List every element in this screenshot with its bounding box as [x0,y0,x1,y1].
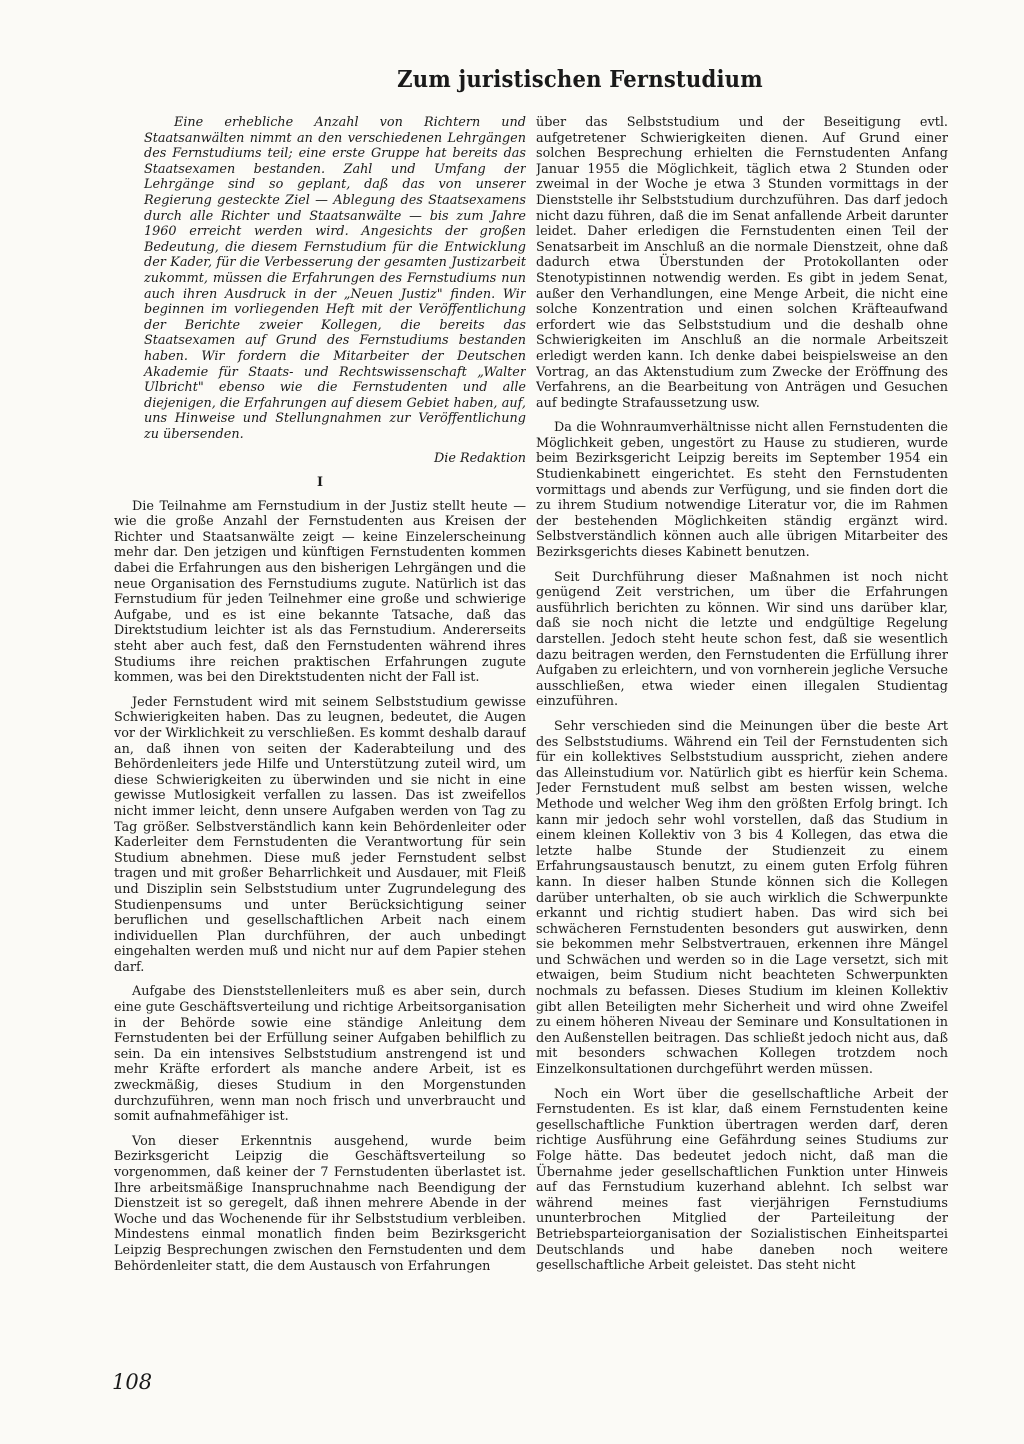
section-number: I [317,475,323,491]
paragraph: Seit Durchführung dieser Maßnahmen ist noch nicht genügend Zeit verstrichen, um über die Erfahrungen ausführlich berichten zu können. Wir sind uns darüber klar, daß sie noch nicht die letzte und endgültige Regelung darstellen. Jedoch steht heute schon fest, daß sie wesentlich dazu beitragen werden, den Fernstudenten die Erfüllung ihrer Aufgaben zu erleichtern, und von vornherein jegliche Versuche ausschließen, etwa wieder einen illegalen Studientag einzuführen. [536,569,948,710]
paragraph: Die Teilnahme am Fernstudium in der Justiz stellt heute — wie die große Anzahl der Fernstudenten aus Kreisen der Richter und Staatsanwälte zeigt — keine Einzelerscheinung mehr dar. Den jetzigen und künftigen Fernstudenten kommen dabei die Erfahrungen aus den bisherigen Lehrgängen und die neue Organisation des Fernstudiums zugute. Natürlich ist das Fernstudium für jeden Teilnehmer eine große und schwierige Aufgabe, und es ist eine bekannte Tatsache, daß das Direktstudium leichter ist als das Fernstudium. Andererseits steht aber auch fest, daß den Fernstudenten während ihres Studiums ihre reichen praktischen Erfahrungen zugute kommen, was bei den Direktstudenten nicht der Fall ist. [114,498,526,686]
paragraph: Noch ein Wort über die gesellschaftliche Arbeit der Fernstudenten. Es ist klar, daß einem Fernstudenten keine gesellschaftliche Funktion übertragen werden darf, deren richtige Ausführung eine Gefährdung seines Studiums zur Folge hätte. Das bedeutet jedoch nicht, daß man die Übernahme jeder gesellschaftlichen Funktion unter Hinweis auf das Fernstudium kuzerhand ablehnt. Ich selbst war während meines fast vierjährigen Fernstudiums ununterbrochen Mitglied der Parteileitung der Betriebsparteiorganisation der Sozialistischen Einheitspartei Deutschlands und habe daneben noch weitere gesellschaftliche Arbeit geleistet. Das steht nicht [536,1086,948,1274]
paragraph: Von dieser Erkenntnis ausgehend, wurde beim Bezirksgericht Leipzig die Geschäftsverteilung so vorgenommen, daß keiner der 7 Fernstudenten überlastet ist. Ihre arbeitsmäßige Inanspruchnahme nach Beendigung der Dienstzeit ist so geregelt, daß ihnen mehrere Abende in der Woche und das Wochenende für ihr Selbststudium verbleiben. Mindestens einmal monatlich finden beim Bezirksgericht Leipzig Besprechungen zwischen den Fernstudenten und dem Behördenleiter statt, die dem Austausch von Erfahrungen [114,1133,526,1274]
right-column [536,115,948,1370]
paragraph: Da die Wohnraumverhältnisse nicht allen Fernstudenten die Möglichkeit geben, ungestört zu Hause zu studieren, wurde beim Bezirksgericht Leipzig bereits im September 1954 ein Studienkabinett eingerichtet. Es steht den Fernstudenten vormittags und abends zur Verfügung, und sie finden dort die zu ihrem Studium notwendige Literatur vor, die im Rahmen der bestehenden Möglichkeiten ständig ergänzt wird. Selbstverständlich können auch alle übrigen Mitarbeiter des Bezirksgerichts dieses Kabinett benutzen. [536,420,948,561]
left-column [114,115,526,1370]
editorial-note: Eine erhebliche Anzahl von Richtern und Staatsanwälten nimmt an den verschiedenen Lehrgängen des Fernstudiums teil; eine erste Gruppe hat bereits das Staatsexamen bestanden. Zahl und Umfang der Lehrgänge sind so geplant, daß das von unserer Regierung gesteckte Ziel — Ablegung des Staatsexamens durch alle Richter und Staatsanwälte — bis zum Jahre 1960 erreicht werden wird. Angesichts der großen Bedeutung, die diesem Fernstudium für die Entwicklung der Kader, für die Verbesserung der gesamten Justizarbeit zukommt, müssen die Erfahrungen des Fernstudiums nun auch ihren Ausdruck in der „Neuen Justiz" finden. Wir beginnen im vorliegenden Heft mit der Veröffentlichung der Berichte zweier Kollegen, die bereits das Staatsexamen auf Grund des Fernstudiums bestanden haben. Wir fordern die Mitarbeiter der Deutschen Akademie für Staats- und Rechtswissenschaft „Walter Ulbricht" ebenso wie die Fernstudenten und alle diejenigen, die Erfahrungen auf diesem Gebiet haben, auf, uns Hinweise und Stellungnahmen zur Veröffentlichung zu übersenden. [144,115,526,442]
article-title: Zum juristischen Fernstudium [397,66,763,93]
paragraph: Sehr verschieden sind die Meinungen über die beste Art des Selbststudiums. Während ein Teil der Fernstudenten sich für ein kollektives Selbststudium ausspricht, ziehen andere das Alleinstudium vor. Natürlich gibt es hierfür kein Schema. Jeder Fernstudent muß selbst am besten wissen, welche Methode und welcher Weg ihm den größten Erfolg bringt. Ich kann mir jedoch sehr wohl vorstellen, daß das Studium in einem kleinen Kollektiv von 3 bis 4 Kollegen, das etwa die letzte halbe Stunde der Studienzeit zu einem Erfahrungsaustausch benutzt, zu einem guten Erfolg führen kann. In dieser halben Stunde können sich die Kollegen darüber unterhalten, ob sie auch wirklich die Schwerpunkte erkannt und richtig studiert haben. Das wird sich bei schwächeren Fernstudenten besonders gut auswirken, denn sie bekommen mehr Selbstvertrauen, erkennen ihre Mängel und Schwächen und werden so in die Lage versetzt, sich mit etwaigen, beim Studium nicht beachteten Schwerpunkten nochmals zu befassen. Dieses Studium im kleinen Kollektiv gibt allen Beteiligten mehr Sicherheit und wird ohne Zweifel zu einem höheren Niveau der Seminare und Konsultationen in den Außenstellen beitragen. Das schließt jedoch nicht aus, daß mit besonders schwachen Kollegen trotzdem noch Einzelkonsultationen durchgeführt werden müssen. [536,718,948,1078]
paragraph: Jeder Fernstudent wird mit seinem Selbststudium gewisse Schwierigkeiten haben. Das zu leugnen, bedeutet, die Augen vor der Wirklichkeit zu verschließen. Es kommt deshalb darauf an, daß ihnen von seiten der Kaderabteilung und des Behördenleiters jede Hilfe und Unterstützung zuteil wird, um diese Schwierigkeiten zu überwinden und sie nicht in eine gewisse Mutlosigkeit verfallen zu lassen. Das ist zweifellos nicht immer leicht, denn unsere Aufgaben werden von Tag zu Tag größer. Selbstverständlich kann kein Behördenleiter oder Kaderleiter dem Fernstudenten die Verantwortung für sein Studium abnehmen. Diese muß jeder Fernstudent selbst tragen und mit großer Beharrlichkeit und Ausdauer, mit Fleiß und Disziplin sein Selbststudium unter Zugrundelegung des Studienpensums und unter Berücksichtigung seiner beruflichen und gesellschaftlichen Arbeit nach einem individuellen Plan durchführen, der auch unbedingt eingehalten werden muß und nicht nur auf dem Papier stehen darf. [114,694,526,975]
page-number: 108 [112,1370,153,1394]
paragraph: Aufgabe des Dienststellenleiters muß es aber sein, durch eine gute Geschäftsverteilung und richtige Arbeitsorganisation in der Behörde sowie eine ständige Anleitung dem Fernstudenten bei der Erfüllung seiner Aufgaben behilflich zu sein. Da ein intensives Selbststudium anstrengend ist und mehr Kräfte erfordert als manche andere Arbeit, ist es zweckmäßig, dieses Studium in den Morgenstunden durchzuführen, wenn man noch frisch und unverbraucht und somit aufnahmefähiger ist. [114,984,526,1125]
editorial-signature: Die Redaktion [434,451,526,467]
paragraph: über das Selbststudium und der Beseitigung evtl. aufgetretener Schwierigkeiten dienen. Auf Grund einer solchen Besprechung erhielten die Fernstudenten Anfang Januar 1955 die Möglichkeit, täglich etwa 2 Stunden oder zweimal in der Woche je etwa 3 Stunden vormittags in der Dienststelle ihr Selbststudium durchzuführen. Das darf jedoch nicht dazu führen, daß die im Senat anfallende Arbeit darunter leidet. Daher erledigen die Fernstudenten einen Teil der Senatsarbeit im Anschluß an die normale Dienstzeit, ohne daß dadurch etwa Überstunden der Protokollanten oder Stenotypistinnen notwendig werden. Es gibt in jedem Senat, außer den Verhandlungen, eine Menge Arbeit, die nicht eine solche Konzentration und einen solchen Kräfteaufwand erfordert wie das Selbststudium und die deshalb ohne Schwierigkeiten im Anschluß an die normale Arbeitszeit erledigt werden kann. Ich denke dabei beispielsweise an den Vortrag, an das Aktenstudium zum Zwecke der Eröffnung des Verfahrens, an die Bearbeitung von Anträgen und Gesuchen auf bedingte Strafaussetzung usw. [536,115,948,411]
